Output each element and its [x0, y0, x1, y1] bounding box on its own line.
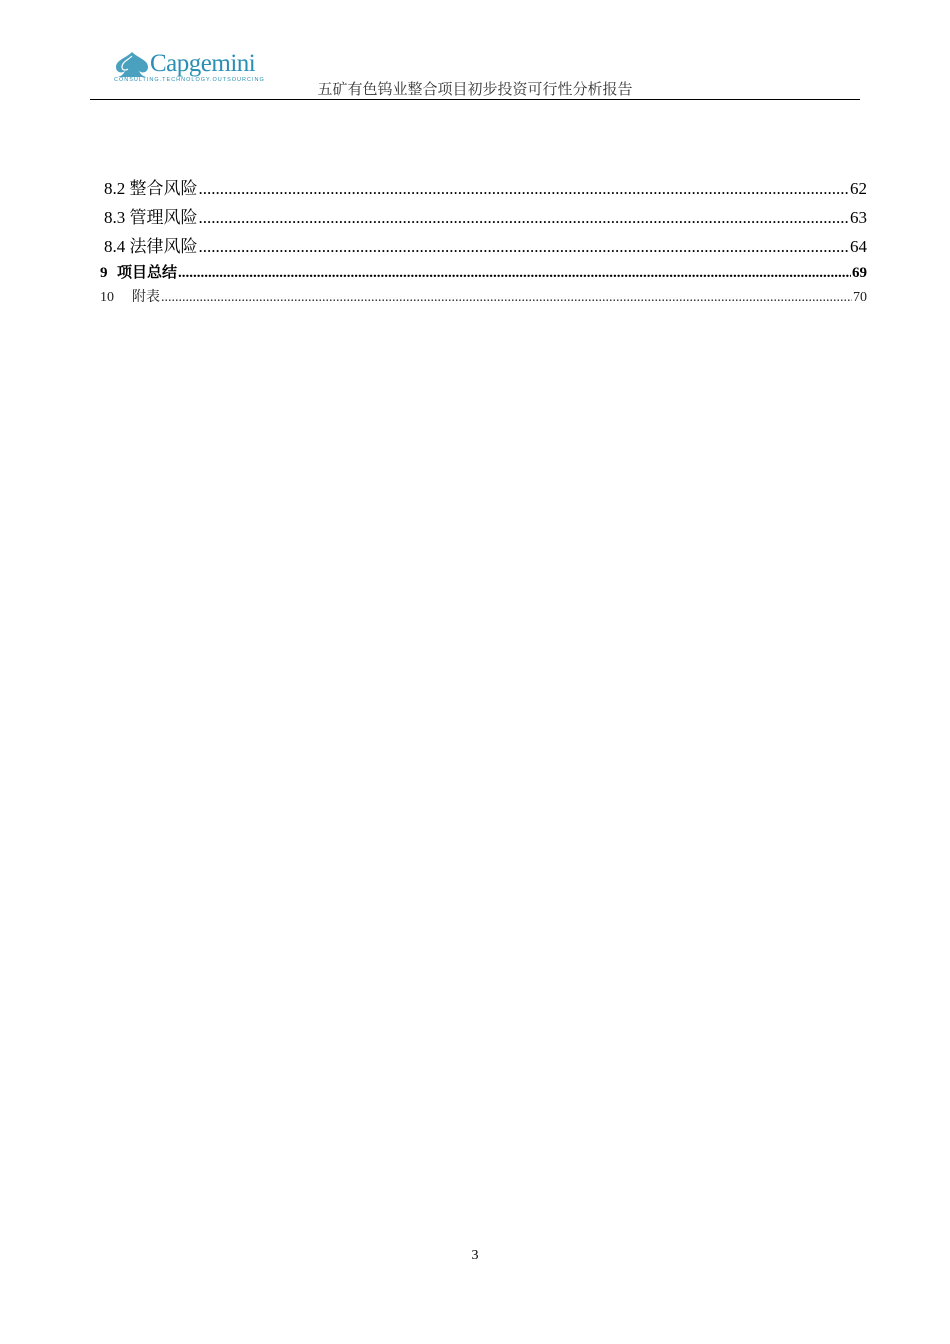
toc-entry[interactable]	[100, 232, 867, 261]
toc-leader-dots	[161, 290, 852, 306]
table-of-contents	[100, 174, 867, 311]
toc-entry-title: 附表	[132, 290, 160, 305]
toc-leader-dots	[199, 237, 850, 257]
toc-entry-page: 63	[850, 208, 867, 227]
toc-leader-dots	[199, 208, 850, 228]
toc-entry-label: 8.3 管理风险	[104, 208, 198, 227]
toc-entry-label	[100, 261, 177, 282]
toc-entry-page: 62	[850, 179, 867, 198]
toc-entry-page: 70	[853, 290, 867, 305]
toc-entry-label: 8.4 法律风险	[104, 237, 198, 256]
toc-entry-label	[100, 286, 160, 306]
logo-tagline: CONSULTING.TECHNOLOGY.OUTSOURCING	[114, 77, 265, 83]
spade-logo-icon	[112, 50, 152, 78]
toc-entry[interactable]	[100, 174, 867, 203]
page-number: 3	[471, 1248, 479, 1263]
toc-entry-label: 8.2 整合风险	[104, 179, 198, 198]
toc-leader-dots	[199, 179, 850, 199]
toc-entry[interactable]	[100, 203, 867, 232]
toc-entry[interactable]	[100, 261, 867, 286]
toc-entry-page: 64	[850, 237, 867, 256]
toc-entry-number: 10	[100, 290, 114, 305]
toc-entry-title: 项目总结	[117, 265, 178, 281]
document-header-title: 五矿有色钨业整合项目初步投资可行性分析报告	[317, 82, 633, 98]
toc-leader-dots	[178, 265, 851, 282]
logo-wordmark: Capgemini	[150, 50, 256, 77]
toc-entry-page: 69	[852, 265, 867, 281]
header-divider	[90, 99, 860, 100]
toc-entry[interactable]	[100, 286, 867, 311]
toc-entry-number: 9	[100, 265, 108, 281]
